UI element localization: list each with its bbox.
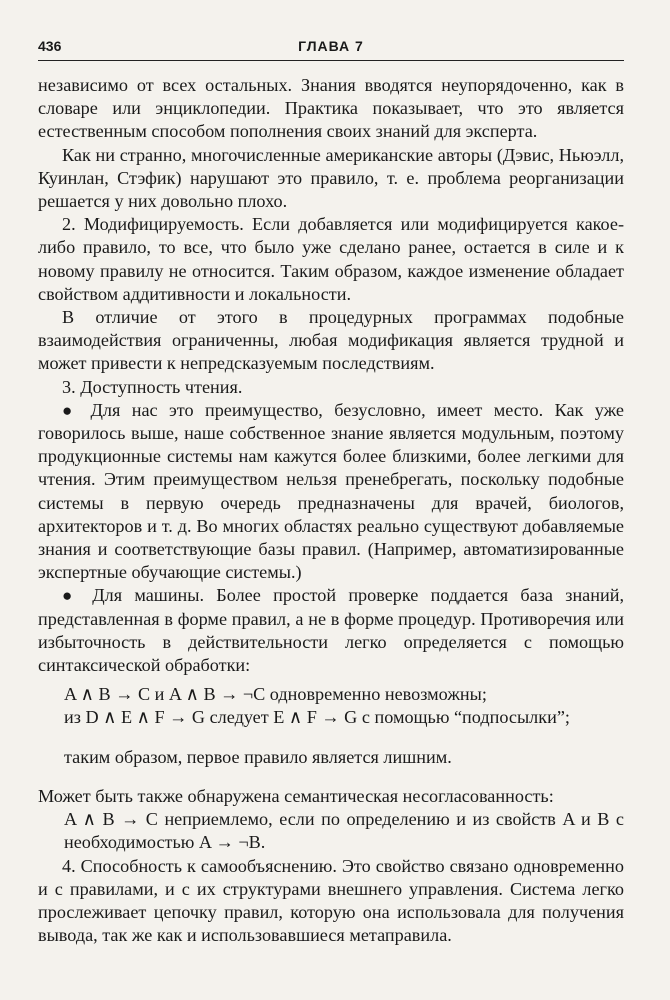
paragraph: 2. Модифицируемость. Если добавляется или модифицируется какое-либо правило, то все, что было уже сделано ранее, остается в силе и к новому правилу не относится. Таким образом, каждое изменение обладает свойством аддитивности и локальности. [38,214,624,304]
bullet-icon: ● [62,586,80,606]
formula-line: из D ∧ E ∧ F → G следует E ∧ F → G с помощью “подпосылки”; [64,707,570,728]
spacer [38,769,624,785]
header-rule [38,60,624,61]
body-text [38,74,624,947]
formula-line: A ∧ B → C неприемлемо, если по определению и из свойств A и B с необходимостью A → ¬B. [64,809,624,853]
paragraph-text: Для нас это преимущество, безусловно, имеет место. Как уже говорилось выше, наше собственное знание является модульным, поэтому продукционные системы нам кажутся более близкими, более легкими для чтения. Этим преимуществом нельзя пренебрегать, поскольку подобные системы в первую очередь предназначены для врачей, биологов, архитекторов и т. д. Во многих областях реально существуют добавляемые знания и соответствующие базы правил. (Например, автоматизированные экспертные обучающие системы.) [38,399,625,583]
bullet-paragraph [38,399,624,585]
bullet-icon: ● [62,400,80,420]
bullet-paragraph [38,584,624,677]
paragraph: В отличие от этого в процедурных программах подобные взаимодействия ограниченны, любая модификация является трудной и может привести к непредсказуемым последствиям. [38,307,624,374]
page-number: 436 [38,38,62,54]
paragraph: Как ни странно, многочисленные американские авторы (Дэвис, Ньюэлл, Куинлан, Стэфик) нарушают это правило, т. е. проблема реорганизации решается у них довольно плохо. [38,144,624,212]
paragraph: 3. Доступность чтения. [62,376,243,397]
formula-line: таким образом, первое правило является лишним. [64,746,452,767]
page-header [38,38,624,56]
spacer [38,730,624,746]
paragraph: Может быть также обнаружена семантическая несогласованность: [38,785,554,806]
paragraph: независимо от всех остальных. Знания вводятся неупорядоченно, как в словаре или энциклопедии. Практика показывает, что это является естественным способом пополнения своих знаний для эксперта. [38,75,624,142]
formula-line: A ∧ B → C и A ∧ B → ¬C одновременно невозможны; [64,684,487,705]
paragraph-text: Для машины. Более простой проверке поддается база знаний, представленная в форме правил, а не в форме процедур. Противоречия или избыточность в действительности легко определяется с помощью синтаксической обработки: [38,585,624,676]
paragraph: 4. Способность к самообъяснению. Это свойство связано одновременно и с правилами, и с их структурами внешнего управления. Система легко прослеживает цепочку правил, которую она использовала для получения вывода, так же как и использовавшиеся метаправила. [38,855,624,946]
running-head: ГЛАВА 7 [298,38,364,54]
